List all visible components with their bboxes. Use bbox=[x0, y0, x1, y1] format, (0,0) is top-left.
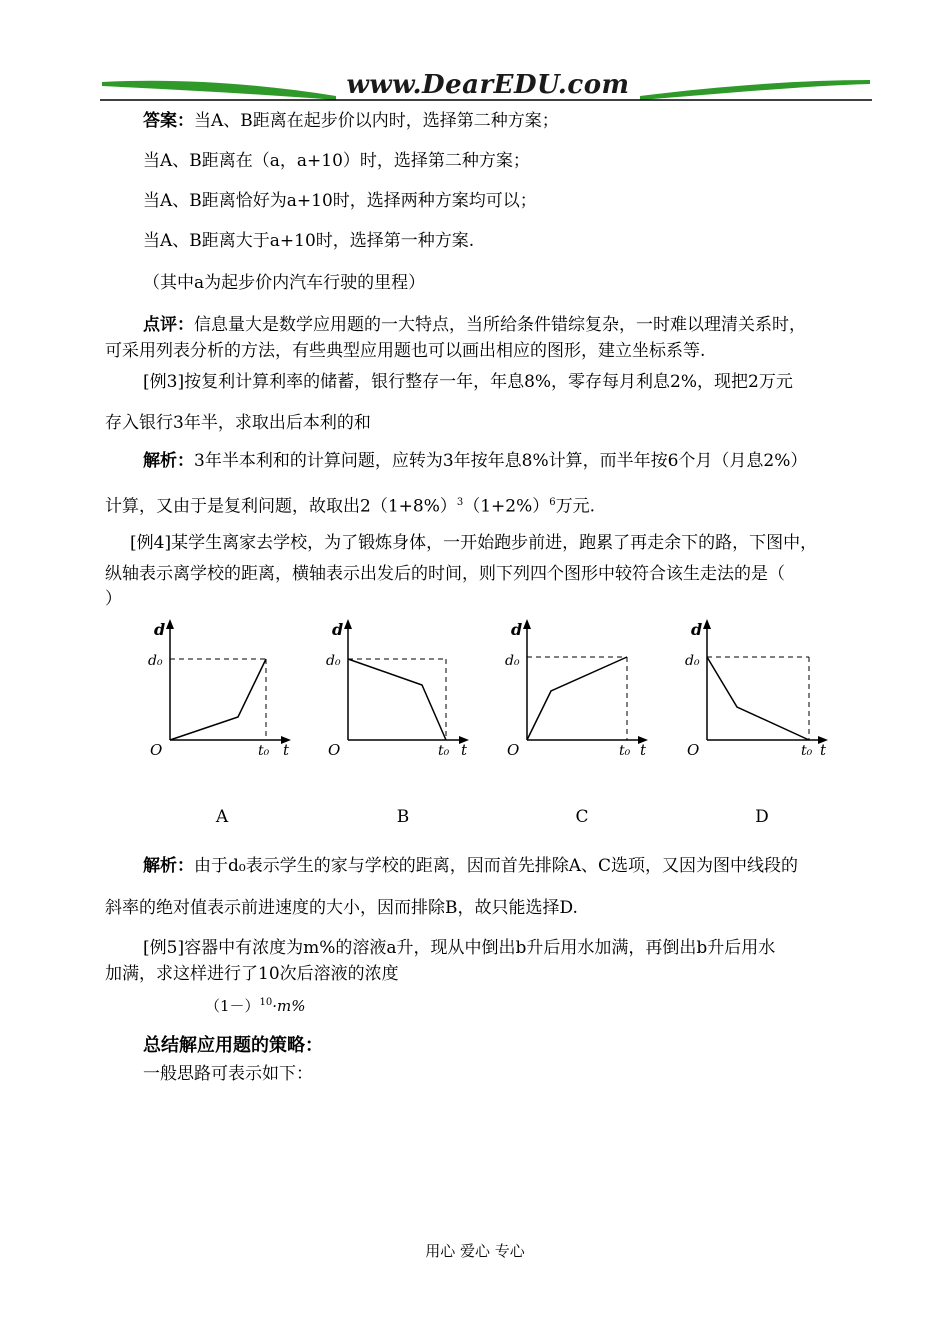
example-3-line-1: [例3]按复利计算利率的储蓄，银行整存一年，年息8%，零存每月利息2%，现把2万元 bbox=[143, 372, 793, 392]
axis-t-label: t bbox=[283, 741, 290, 759]
d0-label: d₀ bbox=[326, 653, 341, 669]
solution-label: 解析： bbox=[143, 451, 194, 471]
summary-line: 一般思路可表示如下： bbox=[143, 1064, 313, 1084]
graph-a bbox=[148, 619, 291, 759]
axis-d-label: d bbox=[511, 620, 523, 639]
origin-label: O bbox=[687, 741, 700, 759]
answer-line-2: 当A、B距离在（a，a+10）时，选择第二种方案； bbox=[143, 151, 530, 171]
site-logo-text[interactable]: www.DearEDU.com bbox=[346, 70, 630, 100]
answer-line-3: 当A、B距离恰好为a+10时，选择两种方案均可以； bbox=[143, 191, 537, 211]
graph-b bbox=[326, 619, 469, 759]
t0-label: t₀ bbox=[258, 743, 270, 759]
example-4-solution-line-1 bbox=[143, 855, 798, 877]
d0-label: d₀ bbox=[148, 653, 163, 669]
solution-text-2b: （1+2%） bbox=[463, 496, 550, 517]
example-3-solution-line-2 bbox=[105, 492, 595, 518]
t0-label: t₀ bbox=[619, 743, 631, 759]
axis-d-label: d bbox=[691, 620, 703, 639]
example-4-line-1: [例4]某学生离家去学校，为了锻炼身体，一开始跑步前进，跑累了再走余下的路，下图中， bbox=[130, 533, 818, 553]
exponent-6: 6 bbox=[549, 497, 556, 508]
summary-title: 总结解应用题的策略： bbox=[143, 1035, 323, 1056]
example-4-solution-line-2: 斜率的绝对值表示前进速度的大小，因而排除B，故只能选择D. bbox=[105, 898, 578, 918]
graph-label-a: A bbox=[215, 807, 229, 827]
axis-t-label: t bbox=[640, 741, 647, 759]
example-3-line-2: 存入银行3年半，求取出后本利的和 bbox=[105, 413, 371, 433]
example-4-line-3: ） bbox=[105, 589, 122, 609]
solution-text-1: 3年半本利和的计算问题，应转为3年按年息8%计算，而半年按6个月（月息2%） bbox=[194, 451, 808, 471]
axis-d-label: d bbox=[332, 620, 344, 639]
t0-label: t₀ bbox=[438, 743, 450, 759]
answer-label: 答案： bbox=[143, 111, 194, 131]
answer-text-1: 当A、B距离在起步价以内时，选择第二种方案； bbox=[194, 111, 559, 131]
solution-text-1: 由于d₀表示学生的家与学校的距离，因而首先排除A、C选项，又因为图中线段的 bbox=[194, 856, 798, 876]
site-header bbox=[100, 72, 872, 108]
axis-t-label: t bbox=[820, 741, 827, 759]
example-4-line-2: 纵轴表示离学校的距离，横轴表示出发后的时间，则下列四个图形中较符合该生走法的是（ bbox=[105, 564, 785, 584]
comment-label: 点评： bbox=[143, 315, 194, 335]
axis-t-label: t bbox=[461, 741, 468, 759]
graph-d bbox=[685, 619, 828, 759]
example-3-solution-line-1 bbox=[143, 450, 807, 472]
graph-label-c: C bbox=[575, 807, 589, 827]
origin-label: O bbox=[507, 741, 520, 759]
answer-line-1 bbox=[143, 110, 559, 132]
formula-exponent: 10 bbox=[259, 997, 273, 1008]
answer-note: （其中a为起步价内汽车行驶的里程） bbox=[143, 273, 426, 293]
page-footer: 用心 爱心 专心 bbox=[425, 1242, 525, 1260]
solution-text-2a: 计算，又由于是复利问题，故取出2（1+8%） bbox=[105, 496, 457, 517]
t0-label: t₀ bbox=[801, 743, 813, 759]
example-5-formula bbox=[205, 992, 306, 1017]
graph-label-d: D bbox=[755, 807, 769, 827]
graphs-row bbox=[140, 615, 860, 827]
graph-c bbox=[505, 619, 648, 759]
answer-line-4: 当A、B距离大于a+10时，选择第一种方案. bbox=[143, 231, 475, 251]
exponent-3: 3 bbox=[456, 497, 464, 508]
formula-part-a: （1－） bbox=[205, 997, 260, 1015]
example-5-line-2: 加满，求这样进行了10次后溶液的浓度 bbox=[105, 964, 399, 984]
comment-line-1 bbox=[143, 314, 806, 336]
origin-label: O bbox=[150, 741, 163, 759]
formula-part-b: ·m% bbox=[272, 997, 306, 1015]
four-graphs-figure bbox=[140, 615, 860, 805]
axis-d-label: d bbox=[154, 620, 166, 639]
solution-label: 解析： bbox=[143, 856, 194, 876]
d0-label: d₀ bbox=[505, 653, 520, 669]
comment-line-2: 可采用列表分析的方法，有些典型应用题也可以画出相应的图形，建立坐标系等. bbox=[105, 341, 706, 361]
d0-label: d₀ bbox=[685, 653, 700, 669]
example-5-line-1: [例5]容器中有浓度为m%的溶液a升，现从中倒出b升后用水加满，再倒出b升后用水 bbox=[143, 938, 776, 958]
graph-label-b: B bbox=[396, 807, 410, 827]
solution-text-2c: 万元. bbox=[555, 496, 596, 517]
origin-label: O bbox=[328, 741, 341, 759]
comment-text-1: 信息量大是数学应用题的一大特点，当所给条件错综复杂，一时难以理清关系时， bbox=[194, 315, 806, 335]
